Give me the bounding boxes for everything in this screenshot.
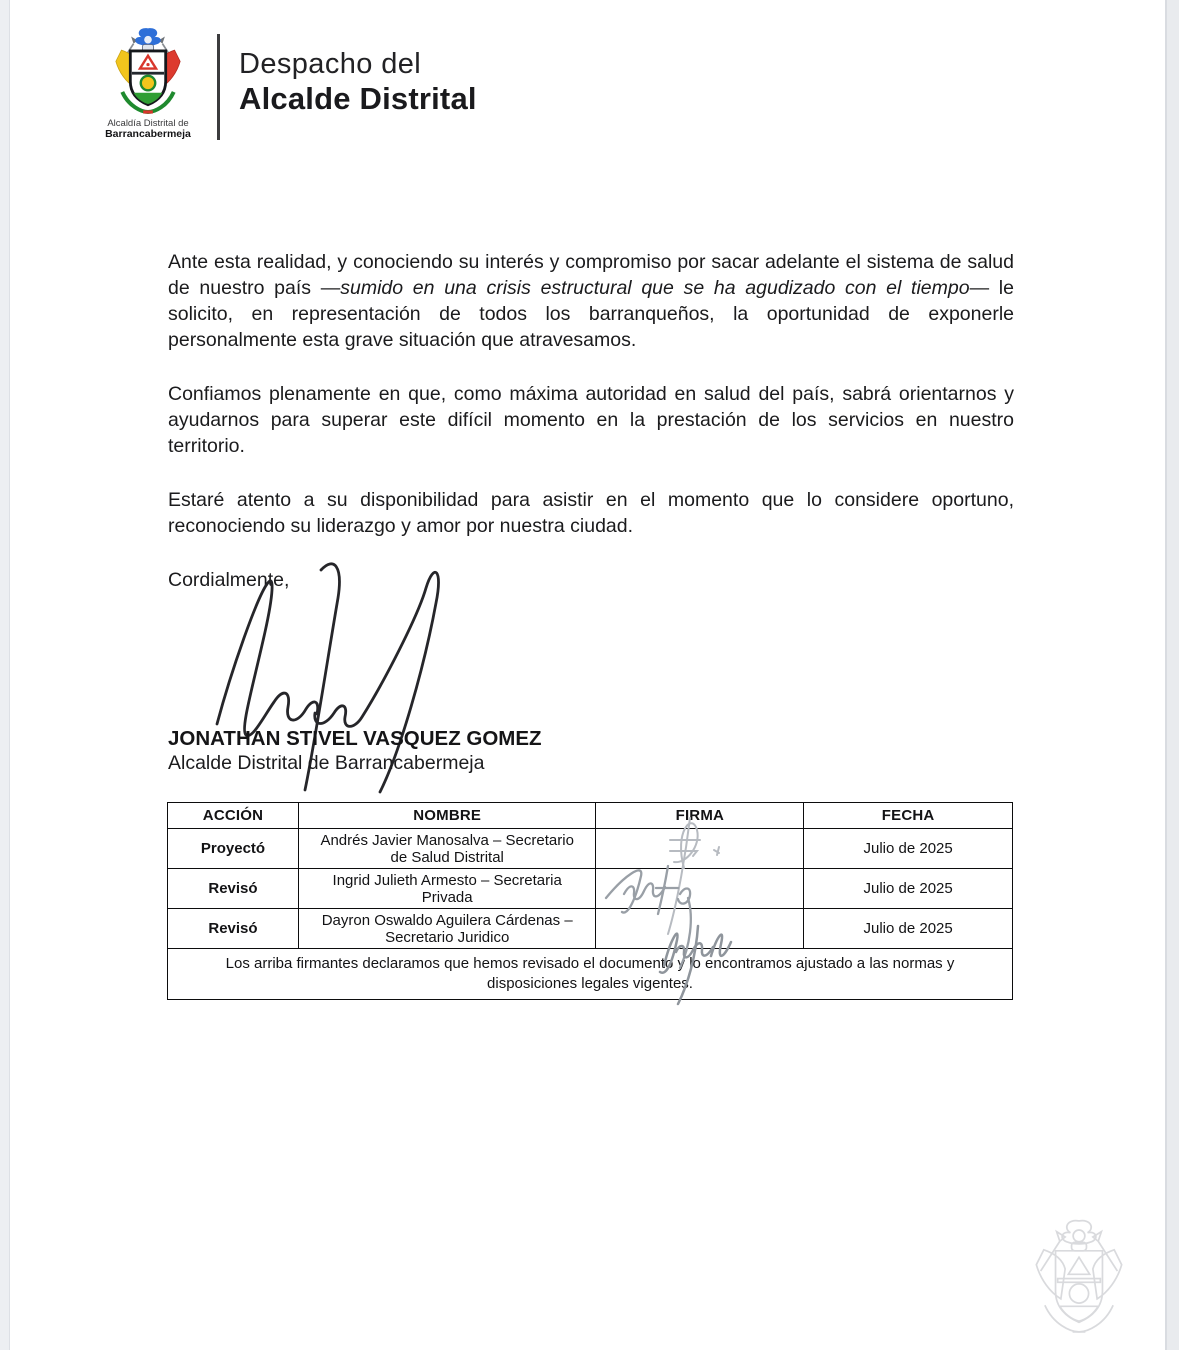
logo-caption-line1: Alcaldía Distrital de bbox=[107, 118, 189, 129]
nombre-cell: Dayron Oswaldo Aguilera Cárdenas – Secretario Juridico bbox=[298, 909, 595, 949]
office-title-line1: Despacho del bbox=[239, 48, 422, 80]
page-edge-right bbox=[1165, 0, 1179, 1350]
accion-cell: Revisó bbox=[168, 869, 299, 909]
signer-block bbox=[168, 726, 542, 776]
fecha-cell: Julio de 2025 bbox=[804, 829, 1013, 869]
signer-name: JONATHAN STIVEL VASQUEZ GOMEZ bbox=[168, 727, 542, 750]
approval-table bbox=[167, 802, 1013, 1000]
signer-title: Alcalde Distrital de Barrancabermeja bbox=[168, 752, 485, 774]
table-footer-row bbox=[168, 949, 1013, 1000]
paragraph-1 bbox=[168, 249, 1014, 353]
firma-cell bbox=[596, 909, 804, 949]
paragraph-1-post: — le solicito, en representación de todos los barranqueños, la oportunidad de exponerle personalmente esta grave situación que atravesamos. bbox=[168, 277, 1014, 351]
col-header-accion: ACCIÓN bbox=[168, 803, 299, 829]
col-header-fecha: FECHA bbox=[804, 803, 1013, 829]
footer-declaration: Los arriba firmantes declaramos que hemos revisado el documento y lo encontramos ajustado a las normas y disposiciones legales vigentes. bbox=[168, 949, 1013, 1000]
paragraph-1-italic: sumido en una crisis estructural que se ha agudizado con el tiempo bbox=[340, 277, 970, 299]
col-header-firma: FIRMA bbox=[596, 803, 804, 829]
closing-salutation: Cordialmente, bbox=[168, 569, 290, 591]
paragraph-1-pre: Ante esta realidad, y conociendo su interés y compromiso por sacar adelante el sistema de salud de nuestro país — bbox=[168, 251, 1014, 299]
letterhead-divider bbox=[217, 34, 220, 140]
office-title-line2: Alcalde Distrital bbox=[239, 81, 477, 116]
nombre-cell: Ingrid Julieth Armesto – Secretaria Privada bbox=[298, 869, 595, 909]
letterhead bbox=[0, 0, 1179, 160]
accion-cell: Revisó bbox=[168, 909, 299, 949]
logo-caption bbox=[78, 118, 218, 140]
approval-header-row bbox=[168, 803, 1013, 829]
watermark-crest-icon bbox=[1015, 1210, 1143, 1345]
fecha-cell: Julio de 2025 bbox=[804, 869, 1013, 909]
firma-cell bbox=[596, 829, 804, 869]
page-edge-left bbox=[0, 0, 10, 1350]
paragraph-2: Confiamos plenamente en que, como máxima autoridad en salud del país, sabrá orientarnos y ayudarnos para superar este difícil momento en la prestación de los servicios en nuestro territorio. bbox=[168, 383, 1014, 457]
nombre-cell: Andrés Javier Manosalva – Secretario de Salud Distrital bbox=[298, 829, 595, 869]
office-title bbox=[239, 48, 477, 117]
accion-cell: Proyectó bbox=[168, 829, 299, 869]
table-row bbox=[168, 869, 1013, 909]
table-row bbox=[168, 909, 1013, 949]
letter-body bbox=[168, 249, 1014, 593]
col-header-nombre: NOMBRE bbox=[298, 803, 595, 829]
logo-caption-line2: Barrancabermeja bbox=[105, 128, 191, 140]
firma-cell bbox=[596, 869, 804, 909]
fecha-cell: Julio de 2025 bbox=[804, 909, 1013, 949]
table-row bbox=[168, 829, 1013, 869]
coat-of-arms-icon bbox=[93, 26, 203, 116]
paragraph-3: Estaré atento a su disponibilidad para asistir en el momento que lo considere oportuno, reconociendo su liderazgo y amor por nuestra ciudad. bbox=[168, 489, 1014, 537]
